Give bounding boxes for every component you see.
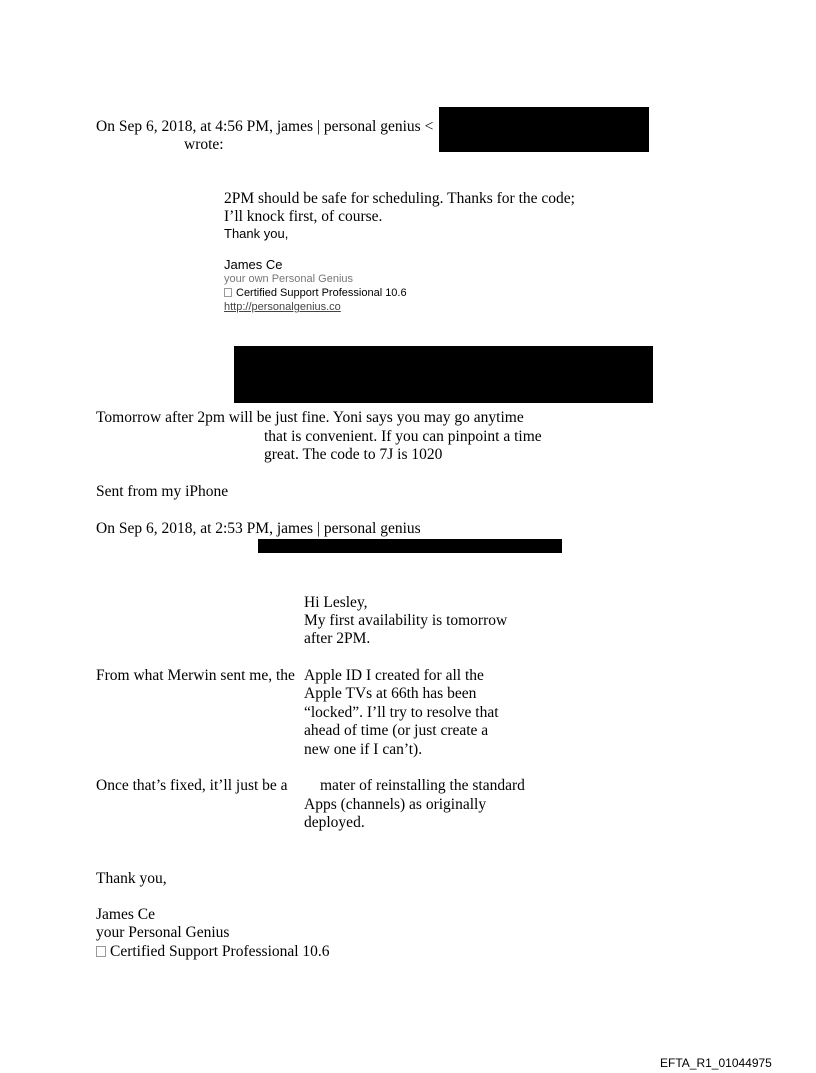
quote-1-signature-link[interactable]: http://personalgenius.co — [224, 301, 341, 313]
document-id: EFTA_R1_01044975 — [660, 1056, 772, 1070]
redaction-block — [234, 346, 653, 403]
quote-2-p2-line2: Apple TVs at 66th has been — [304, 685, 477, 702]
quote-2-p2-line3: “locked”. I’ll try to resolve that — [304, 704, 499, 721]
quote-2-p2-line4: ahead of time (or just create a — [304, 722, 489, 739]
reply-line1: Tomorrow after 2pm will be just fine. Yoni says you may go anytime — [96, 409, 524, 426]
reply-line3: great. The code to 7J is 1020 — [264, 446, 443, 463]
signature-thanks: Thank you, — [96, 870, 167, 887]
quote-header-1-line1: On Sep 6, 2018, at 4:56 PM, james | personal genius < — [96, 118, 434, 135]
quote-2-p3-line3: deployed. — [304, 814, 365, 831]
quote-1-signature-tagline: your own Personal Genius — [224, 273, 354, 285]
quote-header-1-line2: wrote: — [184, 136, 224, 153]
apple-logo-icon — [224, 288, 232, 297]
quote-2-p2-lead: From what Merwin sent me, the — [96, 667, 295, 684]
quote-1-thanks: Thank you, — [224, 226, 289, 241]
signature-name: James Ce — [96, 906, 155, 923]
quote-2-p3-line1: mater of reinstalling the standard — [320, 777, 525, 794]
signature-tagline: your Personal Genius — [96, 924, 230, 941]
quote-2-greeting: Hi Lesley, — [304, 594, 368, 611]
quote-2-p3-line2: Apps (channels) as originally — [304, 796, 487, 813]
quote-1-signature-cert — [224, 287, 407, 299]
signature-cert-text: Certified Support Professional 10.6 — [110, 943, 330, 960]
quote-2-p1-line1: My first availability is tomorrow — [304, 612, 508, 629]
reply-line2: that is convenient. If you can pinpoint a time — [264, 428, 542, 445]
quote-1-line2: I’ll knock first, of course. — [224, 208, 383, 225]
quote-header-2: On Sep 6, 2018, at 2:53 PM, james | personal genius — [96, 520, 421, 537]
sent-from-line: Sent from my iPhone — [96, 483, 229, 500]
quote-1-line1: 2PM should be safe for scheduling. Thanks for the code; — [224, 190, 575, 207]
signature-cert — [96, 942, 330, 961]
redaction-block — [258, 539, 562, 553]
quote-1-signature-cert-text: Certified Support Professional 10.6 — [236, 287, 407, 299]
quote-2-p1-line2: after 2PM. — [304, 630, 371, 647]
redaction-block — [439, 107, 649, 152]
quote-2-p2-line1: Apple ID I created for all the — [304, 667, 484, 684]
quote-2-p3-lead: Once that’s fixed, it’ll just be a — [96, 777, 288, 794]
apple-logo-icon — [96, 946, 106, 957]
quote-1-signature-name: James Ce — [224, 257, 283, 272]
quote-2-p2-line5: new one if I can’t). — [304, 741, 423, 758]
